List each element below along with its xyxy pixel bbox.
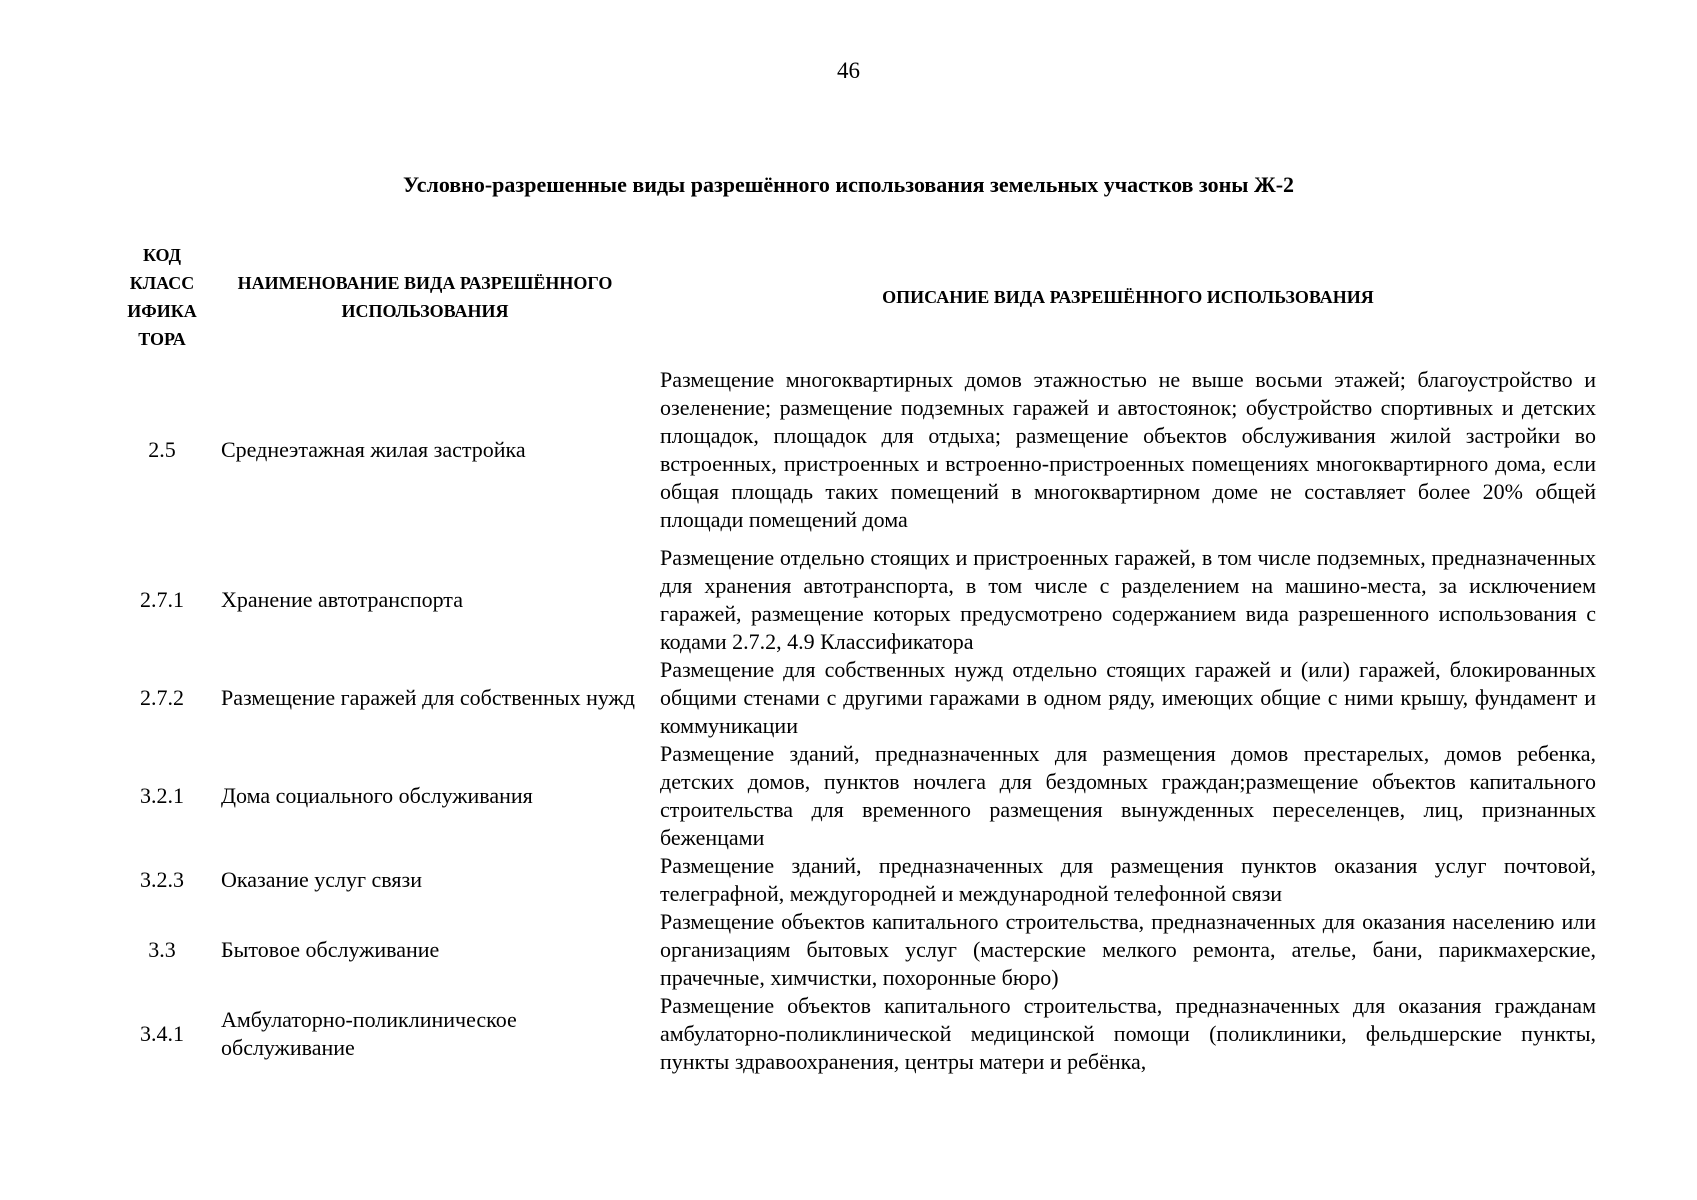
header-description: ОПИСАНИЕ ВИДА РАЗРЕШЁННОГО ИСПОЛЬЗОВАНИЯ xyxy=(882,287,1374,307)
header-code-line: ИФИКА xyxy=(127,301,197,321)
header-code xyxy=(114,241,210,353)
row-name: Амбулаторно-поликлиническое обслуживание xyxy=(221,1007,517,1060)
row-description: Размещение для собственных нужд отдельно стоящих гаражей и (или) гаражей, блокированных общими стенами с другими гаражами в одном ряду, имеющих общие с ними крышу, фундамент и коммуникации xyxy=(660,657,1596,738)
row-description: Размещение отдельно стоящих и пристроенных гаражей, в том числе подземных, предназначенных для хранения автотранспорта, в том числе с разделением на машино-места, за исключением гаражей, размещение которых предусмотрено содержанием вида разрешенного использования с кодами 2.7.2, 4.9 Классификатора xyxy=(660,545,1596,654)
row-name: Дома социального обслуживания xyxy=(221,783,533,808)
row-code: 3.2.1 xyxy=(140,783,184,808)
table-row xyxy=(114,356,1596,544)
table-row xyxy=(114,992,1596,1076)
row-description: Размещение зданий, предназначенных для размещения домов престарелых, домов ребенка, детских домов, пунктов ночлега для бездомных граждан;размещение объектов капитального строительства для временного размещения вынужденных переселенцев, лиц, признанных беженцами xyxy=(660,741,1596,850)
header-name: НАИМЕНОВАНИЕ ВИДА РАЗРЕШЁННОГО ИСПОЛЬЗОВАНИЯ xyxy=(237,273,613,321)
row-description: Размещение зданий, предназначенных для размещения пунктов оказания услуг почтовой, телеграфной, междугородней и международной телефонной связи xyxy=(660,853,1596,906)
row-description: Размещение объектов капитального строительства, предназначенных для оказания гражданам амбулаторно-поликлинической медицинской помощи (поликлиники, фельдшерские пункты, пункты здравоохранения, центры матери и ребёнка, xyxy=(660,993,1596,1074)
page-number: 46 xyxy=(837,58,860,83)
row-code: 3.4.1 xyxy=(140,1021,184,1046)
row-name: Хранение автотранспорта xyxy=(221,587,463,612)
row-name: Среднеэтажная жилая застройка xyxy=(221,437,526,462)
row-name: Оказание услуг связи xyxy=(221,867,422,892)
row-code: 3.2.3 xyxy=(140,867,184,892)
table-row xyxy=(114,656,1596,740)
row-name: Размещение гаражей для собственных нужд xyxy=(221,685,635,710)
row-name: Бытовое обслуживание xyxy=(221,937,440,962)
table-row xyxy=(114,852,1596,908)
header-code-line: КОД xyxy=(142,245,182,265)
row-code: 2.7.1 xyxy=(140,587,184,612)
header-code-line: КЛАСС xyxy=(129,273,195,293)
row-description: Размещение объектов капитального строительства, предназначенных для оказания населению или организациям бытовых услуг (мастерские мелкого ремонта, ателье, бани, парикмахерские, прачечные, химчистки, похоронные бюро) xyxy=(660,909,1596,990)
table-row xyxy=(114,544,1596,656)
row-code: 3.3 xyxy=(148,937,176,962)
table-row xyxy=(114,908,1596,992)
header-code-line: ТОРА xyxy=(138,329,186,349)
table-row xyxy=(114,740,1596,852)
permitted-use-table xyxy=(114,242,1596,1076)
document-title: Условно-разрешенные виды разрешённого использования земельных участков зоны Ж-2 xyxy=(402,172,1295,197)
row-description: Размещение многоквартирных домов этажностью не выше восьми этажей; благоустройство и озеленение; размещение подземных гаражей и автостоянок; обустройство спортивных и детских площадок, площадок для отдыха; размещение объектов обслуживания жилой застройки во встроенных, пристроенных и встроенно-пристроенных помещениях многоквартирного дома, если общая площадь таких помещений в многоквартирном доме не составляет более 20% общей площади помещений дома xyxy=(660,367,1596,532)
table-header-row xyxy=(114,242,1596,352)
row-code: 2.7.2 xyxy=(140,685,184,710)
row-code: 2.5 xyxy=(148,437,176,462)
